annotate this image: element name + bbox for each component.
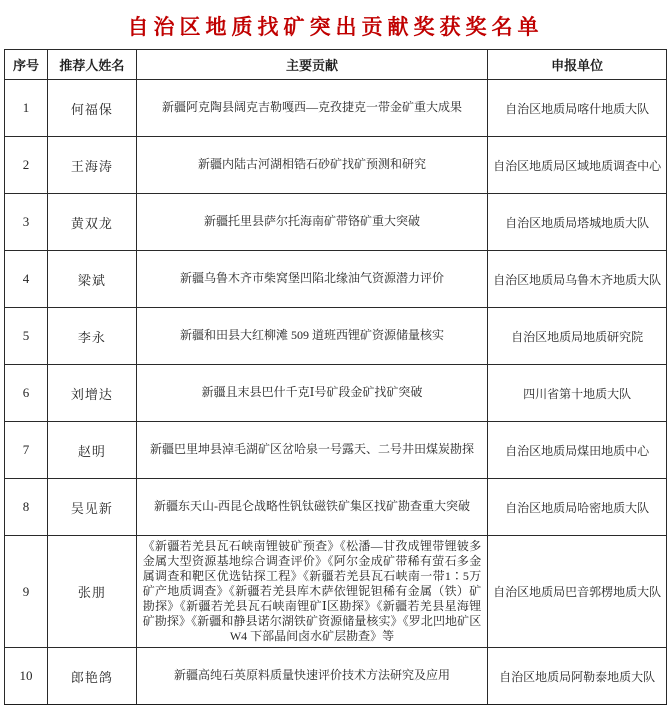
table-header-row (5, 50, 667, 80)
table-row (5, 422, 667, 479)
cell-serial-number: 8 (5, 479, 48, 536)
table-row (5, 137, 667, 194)
table-row (5, 251, 667, 308)
cell-main-contribution: 新疆内陆古河湖相锆石砂矿找矿预测和研究 (136, 137, 488, 194)
cell-main-contribution: 新疆乌鲁木齐市柴窝堡凹陷北缘油气资源潜力评价 (136, 251, 488, 308)
cell-main-contribution: 《新疆若羌县瓦石峡南锂铍矿预查》《松潘—甘孜成锂带锂铍多金属大型资源基地综合调查评价》《阿尔金成矿带稀有萤石多金属调查和靶区优选钻探工程》《新疆若羌县瓦石峡南一带1∶5万矿产地质调查》《新疆若羌县库木萨依锂铌钽稀有金属（铁）矿勘探》《新疆若羌县瓦石峡南锂矿Ⅰ区勘探》《新疆若羌县星海锂矿勘探》《新疆和静县诺尔湖铁矿资源储量核实》《罗北凹地矿区 W4 下部晶间卤水矿层勘查》等 (136, 536, 488, 648)
cell-nominee-name: 刘增达 (48, 365, 137, 422)
cell-nominee-name: 赵明 (48, 422, 137, 479)
cell-declaring-unit: 四川省第十地质大队 (488, 365, 667, 422)
header-nominee-name: 推荐人姓名 (48, 50, 137, 80)
cell-nominee-name: 王海涛 (48, 137, 137, 194)
table-row (5, 479, 667, 536)
cell-nominee-name: 张朋 (48, 536, 137, 648)
cell-main-contribution: 新疆且末县巴什千克Ⅰ号矿段金矿找矿突破 (136, 365, 488, 422)
cell-main-contribution: 新疆巴里坤县淖毛湖矿区岔哈泉一号露天、二号井田煤炭勘探 (136, 422, 488, 479)
table-row (5, 648, 667, 705)
cell-nominee-name: 何福保 (48, 80, 137, 137)
cell-nominee-name: 吴见新 (48, 479, 137, 536)
cell-nominee-name: 李永 (48, 308, 137, 365)
cell-serial-number: 9 (5, 536, 48, 648)
cell-nominee-name: 郎艳鸽 (48, 648, 137, 705)
table-row (5, 194, 667, 251)
cell-nominee-name: 黄双龙 (48, 194, 137, 251)
cell-serial-number: 6 (5, 365, 48, 422)
page-title: 自治区地质找矿突出贡献奖获奖名单 (127, 15, 544, 39)
cell-declaring-unit: 自治区地质局地质研究院 (488, 308, 667, 365)
cell-declaring-unit: 自治区地质局哈密地质大队 (488, 479, 667, 536)
cell-main-contribution: 新疆阿克陶县阔克吉勒嘎西—克孜捷克一带金矿重大成果 (136, 80, 488, 137)
cell-serial-number: 3 (5, 194, 48, 251)
table-row (5, 536, 667, 648)
cell-serial-number: 5 (5, 308, 48, 365)
header-declaring-unit: 申报单位 (488, 50, 667, 80)
cell-serial-number: 1 (5, 80, 48, 137)
cell-serial-number: 4 (5, 251, 48, 308)
cell-main-contribution: 新疆托里县萨尔托海南矿带铬矿重大突破 (136, 194, 488, 251)
cell-declaring-unit: 自治区地质局巴音郭楞地质大队 (488, 536, 667, 648)
cell-main-contribution: 新疆东天山-西昆仑战略性钒钛磁铁矿集区找矿勘查重大突破 (136, 479, 488, 536)
header-main-contribution: 主要贡献 (136, 50, 488, 80)
cell-serial-number: 2 (5, 137, 48, 194)
table-row (5, 80, 667, 137)
cell-main-contribution: 新疆高纯石英原料质量快速评价技术方法研究及应用 (136, 648, 488, 705)
cell-nominee-name: 梁斌 (48, 251, 137, 308)
cell-declaring-unit: 自治区地质局喀什地质大队 (488, 80, 667, 137)
header-serial-number: 序号 (5, 50, 48, 80)
cell-declaring-unit: 自治区地质局区域地质调查中心 (488, 137, 667, 194)
cell-declaring-unit: 自治区地质局塔城地质大队 (488, 194, 667, 251)
cell-declaring-unit: 自治区地质局乌鲁木齐地质大队 (488, 251, 667, 308)
cell-main-contribution: 新疆和田县大红柳滩 509 道班西锂矿资源储量核实 (136, 308, 488, 365)
cell-serial-number: 10 (5, 648, 48, 705)
cell-declaring-unit: 自治区地质局阿勒泰地质大队 (488, 648, 667, 705)
table-row (5, 365, 667, 422)
award-table (4, 49, 667, 705)
table-row (5, 308, 667, 365)
cell-declaring-unit: 自治区地质局煤田地质中心 (488, 422, 667, 479)
cell-serial-number: 7 (5, 422, 48, 479)
